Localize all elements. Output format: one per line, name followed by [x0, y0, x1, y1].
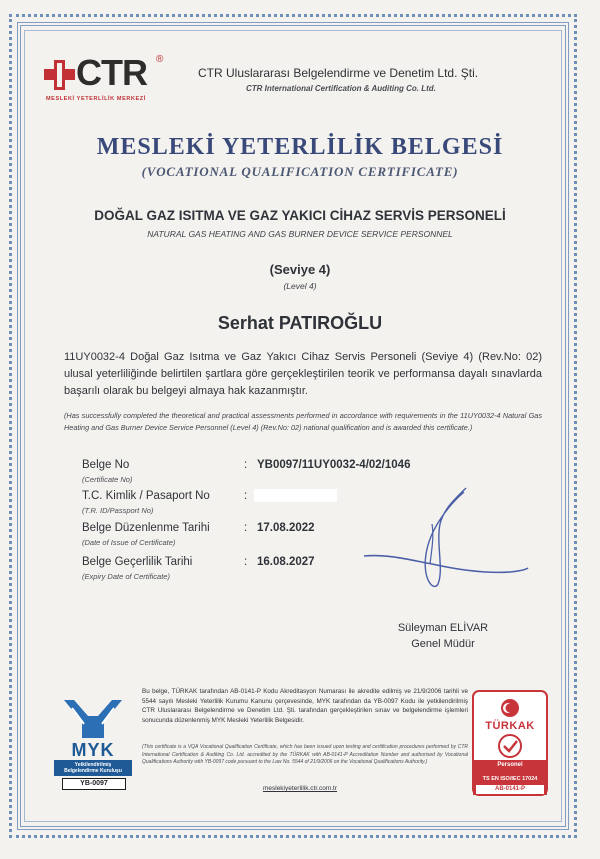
expiry-date-label: Belge Geçerlilik Tarihi — [82, 556, 193, 568]
redacted-id-box — [254, 489, 337, 502]
ctr-logo — [44, 54, 169, 106]
detail-colon: : — [244, 490, 248, 502]
description-en: (Has successfully completed the theoretical and practical assessments performed in accordance with requirements in the 11UY0032-4 Natural Gas Heating and Gas Burner Device Service Personnel (Level 4) (Rev.No: 02) national qualification and is awarded this certificate.) — [64, 411, 542, 432]
issue-date-label: Belge Düzenlenme Tarihi — [82, 522, 210, 534]
turkak-wordmark: TÜRKAK — [485, 720, 535, 732]
footer-text-en: (This certificate is a VQA Vocational Qualification Certificate, which has been issued upon testing and certification procedures performed by CTR International Certification & Auditing Co. Ltd. accredited by the TÜRKAK with AB-0141-P Accreditation Number and authorised by Vocational Qualifications Authority with YB-0097 code pursuant to the Law No. 5544 of 21/9/2006 on the Vocational Qualifications Authority.) — [142, 744, 468, 765]
detail-colon: : — [244, 459, 248, 471]
signatory-block — [388, 620, 498, 652]
organization-name-tr: CTR Uluslararası Belgelendirme ve Denetim Ltd. Şti. — [198, 66, 479, 80]
id-passport-label: T.C. Kimlik / Pasaport No — [82, 490, 210, 502]
issue-date-sublabel: (Date of Issue of Certificate) — [82, 538, 176, 547]
logo-subtitle: MESLEKİ YETERLİLİK MERKEZİ — [46, 96, 146, 102]
myk-caption-line1: Yetkilendirilmiş — [74, 762, 112, 768]
detail-colon: : — [244, 556, 248, 568]
signature-image — [360, 484, 530, 599]
certificate-title-tr: MESLEKİ YETERLİLİK BELGESİ — [96, 134, 504, 160]
ctr-cross-icon — [44, 54, 76, 94]
signatory-name: Süleyman ELİVAR — [397, 622, 489, 634]
organization-name-en: CTR International Certification & Auditing Co. Ltd. — [246, 84, 436, 93]
logo-wordmark: CTR — [76, 52, 147, 93]
myk-wordmark: MYK — [71, 740, 115, 760]
occupation-tr: DOĞAL GAZ ISITMA VE GAZ YAKICI CİHAZ SERVİS PERSONELİ — [94, 208, 506, 223]
signatory-title: Genel Müdür — [411, 638, 475, 650]
certificate-no-label: Belge No — [82, 459, 130, 471]
myk-badge — [54, 694, 132, 798]
level-en: (Level 4) — [283, 281, 317, 291]
logo-registered-mark: ® — [156, 54, 164, 65]
issue-date-value: 17.08.2022 — [257, 522, 315, 534]
footer-url-link[interactable]: meslekiyeterlilik.ctr.com.tr — [262, 785, 338, 792]
holder-name: Serhat PATIROĞLU — [217, 313, 383, 333]
id-passport-sublabel: (T.R. ID/Passport No) — [82, 506, 154, 515]
turkak-badge — [472, 690, 548, 796]
turkak-line2: TS EN ISO/IEC 17024 — [482, 776, 538, 782]
myk-code: YB-0097 — [62, 778, 126, 790]
detail-colon: : — [244, 522, 248, 534]
occupation-en: NATURAL GAS HEATING AND GAS BURNER DEVICE SERVICE PERSONNEL — [147, 229, 453, 239]
expiry-date-value: 16.08.2027 — [257, 556, 315, 568]
footer-text-tr: Bu belge, TÜRKAK tarafından AB-0141-P Kodu Akreditasyon Numarası ile akredite edilmiş ve 21/9/2006 tarihli ve 5544 sayılı Mesleki Yeterlilik Kurumu Kanunu çerçevesinde, MYK tarafından da YB-0097 Kodu ile yetkilendirilmiş CTR Uluslararası Belgelendirme ve Denetim Ltd. Şti. tarafından gerçekleştirilen sınav ve belgelendirme işlemleri sonucunda düzenlenmiş MYK Mesleki Yeterlilik Belgesidir. — [142, 688, 468, 724]
turkak-line1: Personel — [497, 762, 523, 768]
certificate-no-sublabel: (Certificate No) — [82, 475, 133, 484]
expiry-date-sublabel: (Expiry Date of Certificate) — [82, 572, 170, 581]
myk-badge-caption — [54, 762, 132, 774]
turkak-code: AB-0141-P — [476, 785, 544, 794]
certificate-title-en: (VOCATIONAL QUALIFICATION CERTIFICATE) — [141, 164, 459, 179]
certificate-no-value: YB0097/11UY0032-4/02/1046 — [257, 459, 411, 471]
level-tr: (Seviye 4) — [269, 262, 331, 277]
myk-caption-line2: Belgelendirme Kuruluşu — [64, 768, 122, 774]
description-tr: 11UY0032-4 Doğal Gaz Isıtma ve Gaz Yakıcı Cihaz Servis Personeli (Seviye 4) (Rev.No: 02) ulusal yeterliliğinde belirtilen şartlara göre gerçekleştirilen teorik ve performansa dayalı sınavlarda başarılı olarak bu belgeyi almaya hak kazanmıştır. — [64, 351, 542, 397]
